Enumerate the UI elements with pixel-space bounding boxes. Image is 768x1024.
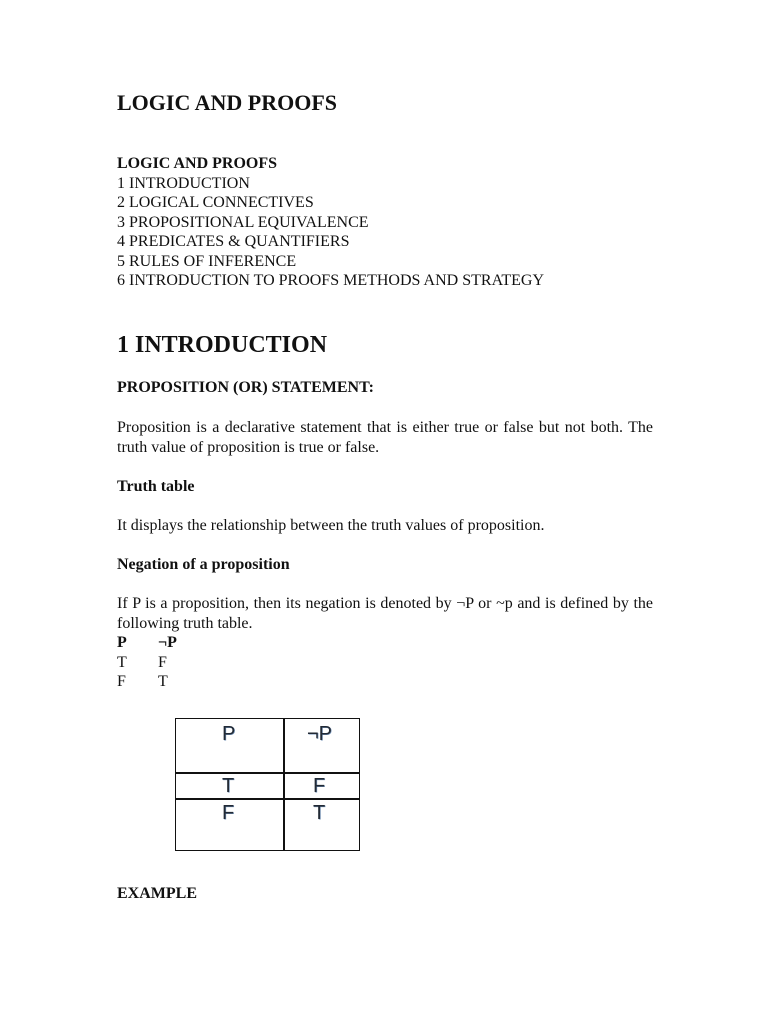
boxed-truth-table bbox=[175, 718, 360, 851]
truth-table-paragraph: It displays the relationship between the truth values of proposition. bbox=[117, 517, 545, 534]
boxed-table-cell: T bbox=[222, 775, 235, 797]
negation-paragraph: If P is a proposition, then its negation is denoted by ¬P or ~p and is defined by the following truth table. bbox=[117, 595, 653, 632]
inline-table-cell: F bbox=[158, 653, 167, 671]
inline-table-row bbox=[117, 672, 177, 692]
inline-table-row bbox=[117, 653, 177, 673]
table-divider-horizontal bbox=[176, 772, 359, 774]
proposition-heading: PROPOSITION (OR) STATEMENT: bbox=[117, 379, 374, 396]
boxed-table-header-cell: P bbox=[222, 723, 236, 745]
inline-table-cell: T bbox=[158, 673, 168, 690]
toc-item: 5 RULES OF INFERENCE bbox=[117, 252, 297, 270]
inline-table-header-cell: ¬P bbox=[158, 634, 177, 651]
negation-heading: Negation of a proposition bbox=[117, 556, 290, 573]
boxed-table-cell: F bbox=[222, 802, 235, 824]
example-heading: EXAMPLE bbox=[117, 885, 197, 902]
table-of-contents bbox=[117, 154, 544, 291]
toc-item: 4 PREDICATES & QUANTIFIERS bbox=[117, 233, 350, 250]
document-title: LOGIC AND PROOFS bbox=[117, 90, 338, 115]
boxed-table-header-cell: ¬P bbox=[307, 723, 333, 745]
boxed-table-cell: T bbox=[313, 802, 326, 824]
toc-heading: LOGIC AND PROOFS bbox=[117, 155, 278, 172]
inline-table-header-cell: P bbox=[117, 634, 127, 651]
toc-item: 2 LOGICAL CONNECTIVES bbox=[117, 194, 314, 211]
toc-item: 3 PROPOSITIONAL EQUIVALENCE bbox=[117, 213, 369, 231]
toc-item: 1 INTRODUCTION bbox=[117, 174, 250, 192]
inline-truth-table bbox=[117, 633, 177, 692]
inline-table-cell: F bbox=[117, 673, 126, 690]
table-divider-horizontal bbox=[176, 798, 359, 800]
section-title: 1 INTRODUCTION bbox=[117, 332, 328, 358]
table-divider-vertical bbox=[283, 719, 285, 850]
toc-item: 6 INTRODUCTION TO PROOFS METHODS AND STRATEGY bbox=[117, 272, 544, 289]
boxed-table-cell: F bbox=[313, 775, 326, 797]
truth-table-heading: Truth table bbox=[117, 478, 195, 495]
inline-table-header-row bbox=[117, 633, 177, 653]
proposition-paragraph: Proposition is a declarative statement that is either true or false but not both. The truth value of proposition is true or false. bbox=[117, 419, 653, 456]
inline-table-cell: T bbox=[117, 653, 127, 671]
